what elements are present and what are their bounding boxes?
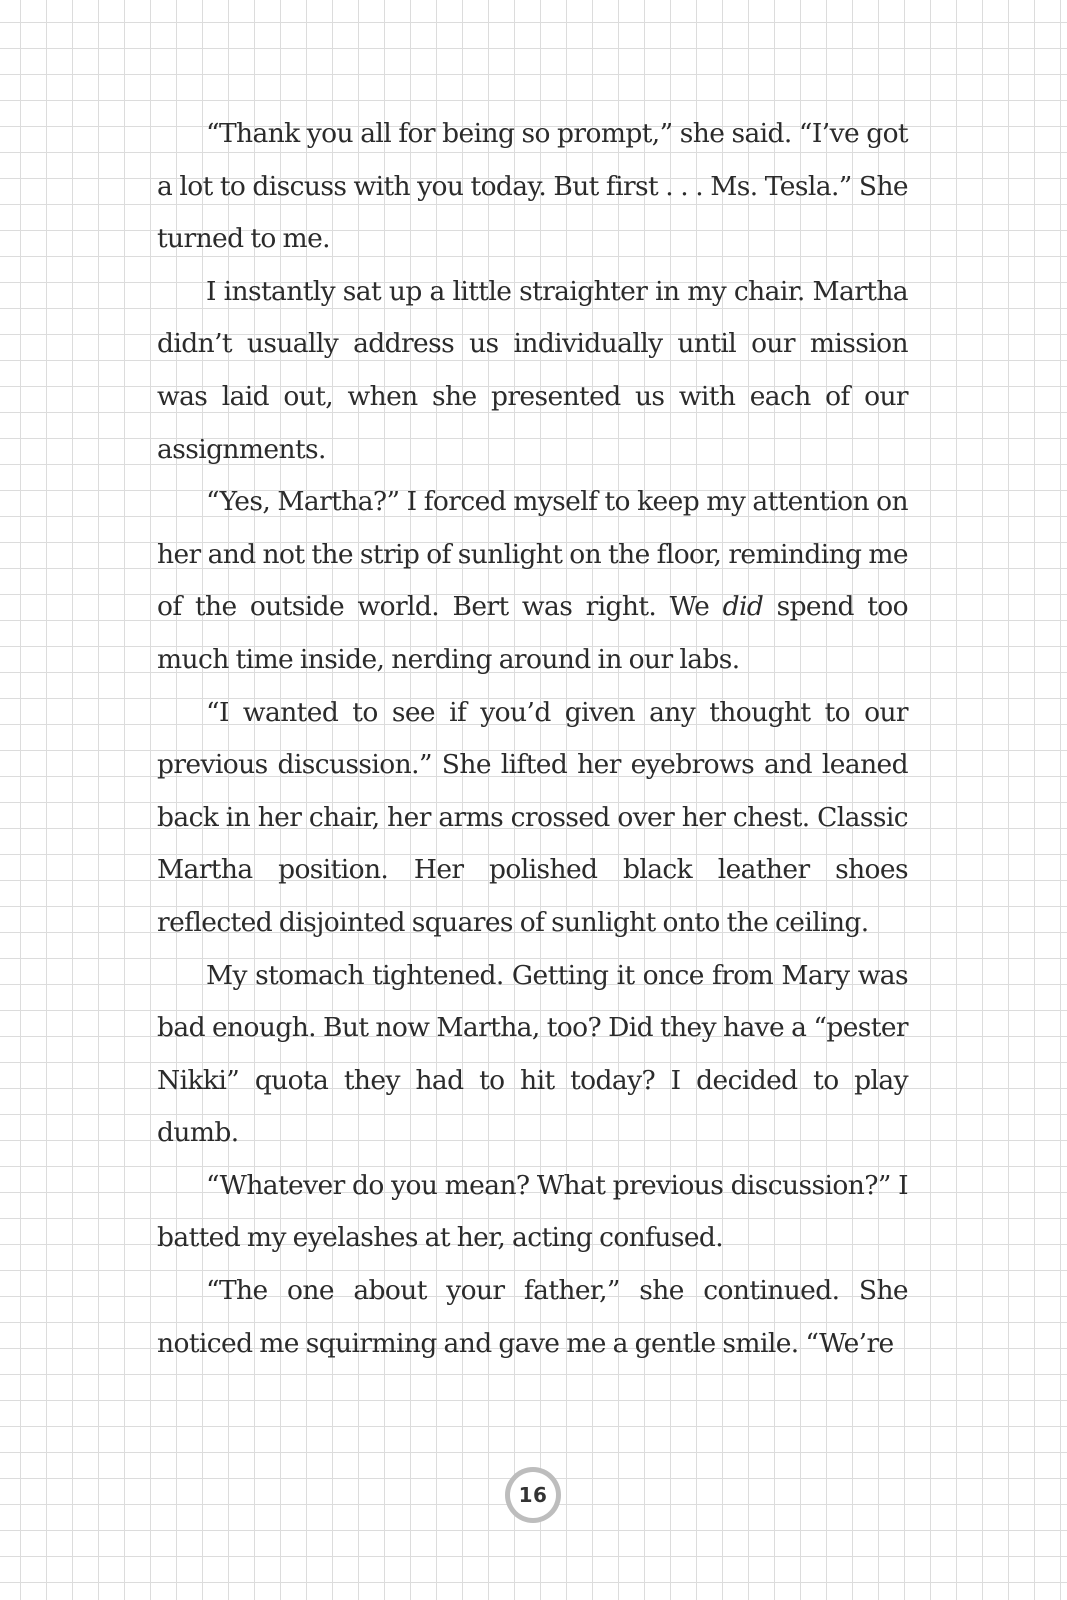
paragraph: “I wanted to see if you’d given any thought to our previous discussion.” She lifted her eyebrows and leaned back in her chair, her arms crossed over her chest. Classic Martha position. Her polished black leather shoes reflected disjointed squares of sunlight onto the ceiling. [157, 696, 908, 938]
paragraph: I instantly sat up a little straighter in my chair. Martha didn’t usually address us individually until our mission was laid out, when she presented us with each of our assignments. [157, 275, 908, 465]
paragraph: “Thank you all for being so prompt,” she said. “I’ve got a lot to discuss with you today. But first . . . Ms. Tesla.” She turned to me. [157, 118, 908, 255]
paragraph: “The one about your father,” she continued. She noticed me squirming and gave me a gentle smile. “We’re [157, 1275, 908, 1359]
paragraph-text: “Yes, Martha?” I forced myself to keep my attention on her and not the strip of sunlight on the floor, reminding me of the outside world. Bert was right. We [157, 486, 908, 623]
paragraph: “Whatever do you mean? What previous discussion?” I batted my eyelashes at her, acting confused. [157, 1169, 908, 1254]
paragraph: My stomach tightened. Getting it once from Mary was bad enough. But now Martha, too? Did they have a “pester Nikki” quota they had to hit today? I decided to play dumb. [157, 959, 908, 1149]
emphasized-word: did [722, 591, 764, 623]
page-number: 16 [510, 1472, 556, 1518]
page-number-badge [505, 1467, 561, 1523]
paragraph-text: spend too much time inside, nerding around in our labs. [157, 591, 908, 675]
paragraph [157, 476, 908, 686]
body-text [157, 108, 908, 1370]
